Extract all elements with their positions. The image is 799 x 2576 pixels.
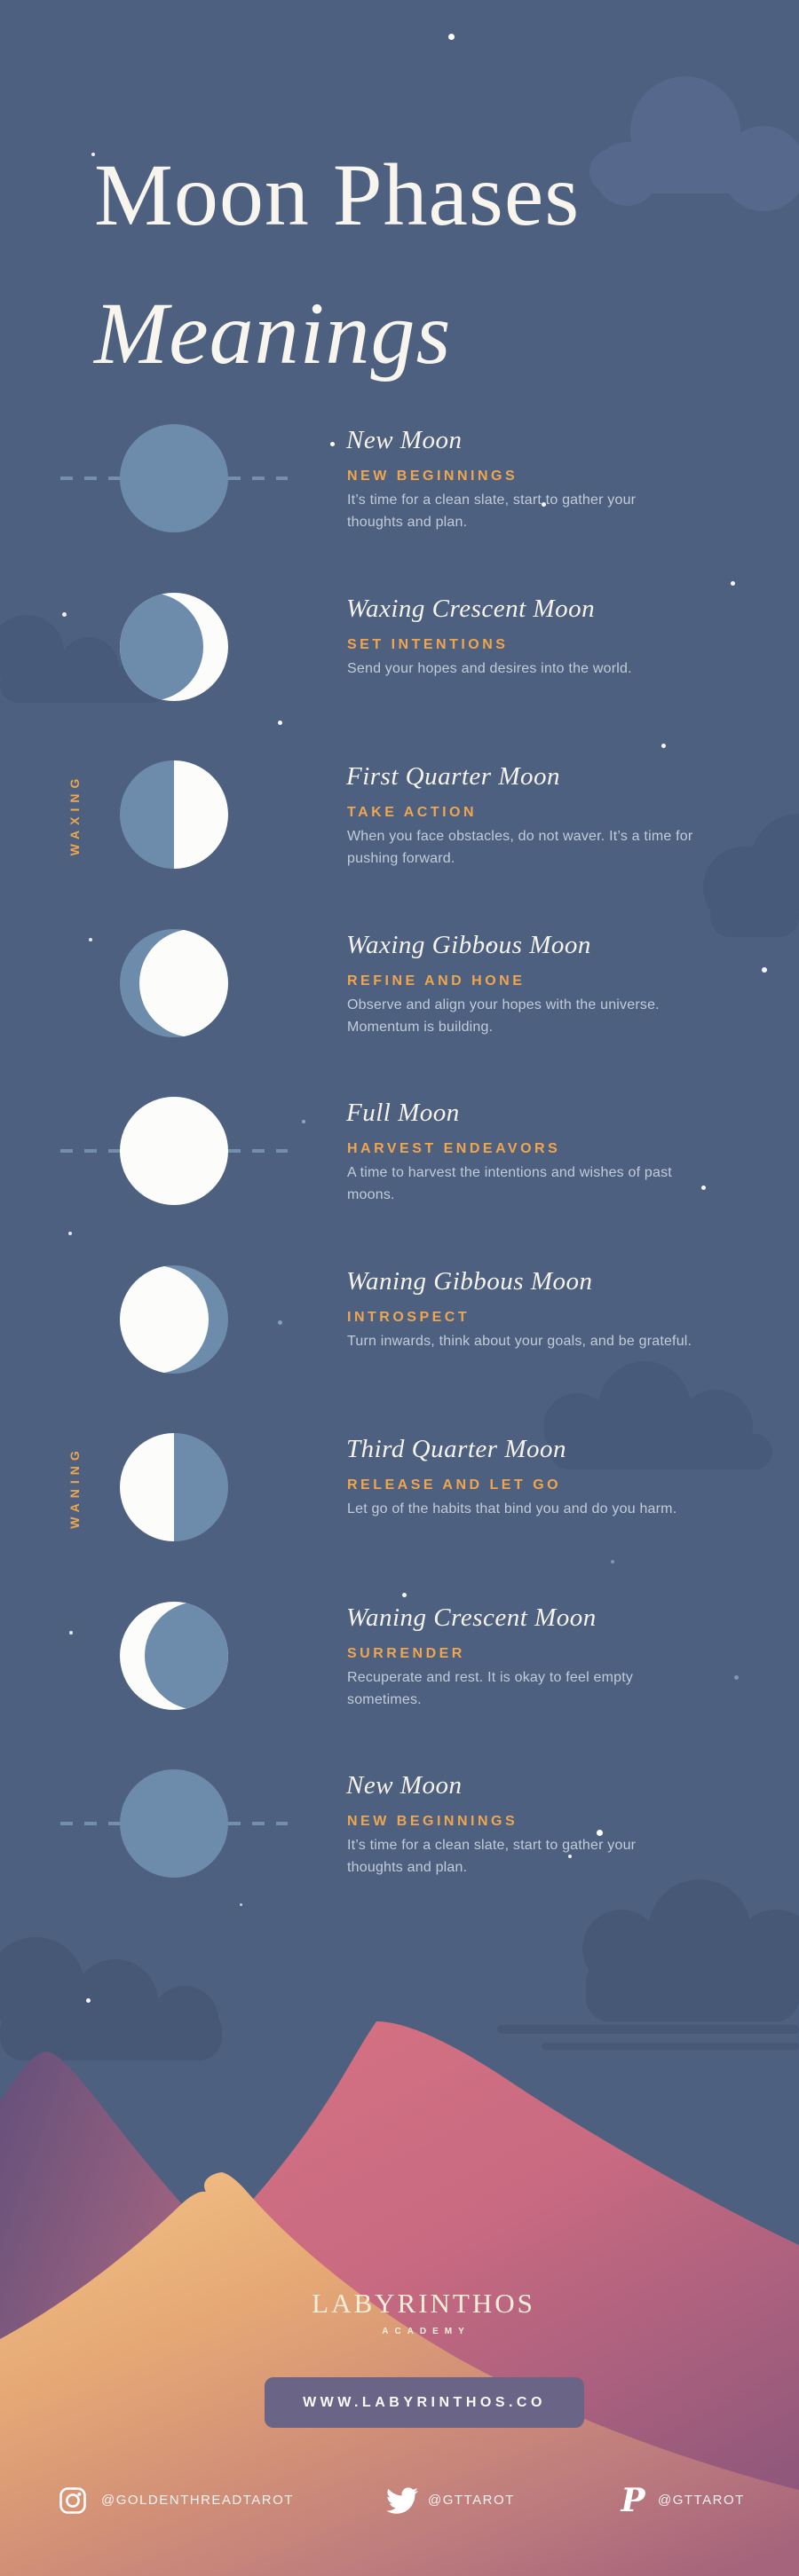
phase-keyword: TAKE ACTION: [347, 805, 478, 820]
moon-icon-full: [120, 1097, 228, 1205]
moon-icon-new: [120, 424, 228, 532]
website-button: WWW.LABYRINTHOS.CO: [265, 2377, 584, 2428]
cloud: [589, 149, 799, 193]
phase-description: A time to harvest the intentions and wishes of past moons.: [347, 1165, 672, 1202]
waning-section-label: WANING: [67, 1446, 82, 1529]
phase-name: Waning Gibbous Moon: [346, 1267, 593, 1296]
phase-name: Full Moon: [346, 1099, 460, 1127]
phase-name: New Moon: [346, 426, 463, 454]
phase-name: Waxing Crescent Moon: [346, 595, 596, 623]
phase-name: Waning Crescent Moon: [346, 1603, 597, 1632]
phase-description: It’s time for a clean slate, start to gather your thoughts and plan.: [347, 492, 637, 530]
moon-icon-waning-gibbous: [120, 1265, 228, 1374]
phase-name: New Moon: [346, 1771, 463, 1800]
page-title-line1: Moon Phases: [94, 146, 581, 244]
phase-name: Waxing Gibbous Moon: [346, 931, 591, 959]
phase-entry-6: [0, 1235, 799, 1404]
phase-keyword: REFINE AND HONE: [347, 973, 526, 989]
moon-icon-first-quarter: [120, 760, 228, 869]
brand-logo-text: LABYRINTHOS: [312, 2288, 535, 2319]
phase-description: When you face obstacles, do not waver. It’s a time for pushing forward.: [347, 829, 693, 866]
phase-keyword: RELEASE AND LET GO: [347, 1477, 562, 1493]
twitter-icon: [386, 2485, 418, 2517]
phase-keyword: SURRENDER: [347, 1646, 465, 1661]
phase-entry-4: [0, 899, 799, 1067]
social-handle: @GTTAROT: [428, 2493, 515, 2508]
phase-entry-8: [0, 1572, 799, 1740]
phase-entry-5: [0, 1067, 799, 1235]
phase-description: Send your hopes and desires into the world.: [347, 661, 632, 676]
pinterest-p-glyph: P: [621, 2482, 645, 2519]
instagram-icon: [57, 2485, 89, 2517]
phase-keyword: NEW BEGINNINGS: [347, 1814, 518, 1829]
moon-icon-third-quarter: [120, 1433, 228, 1541]
moon-icon-waning-crescent: [120, 1602, 228, 1710]
social-handle: @GTTAROT: [658, 2493, 745, 2508]
phase-keyword: SET INTENTIONS: [347, 637, 509, 652]
phase-keyword: INTROSPECT: [347, 1310, 471, 1325]
phase-description: Let go of the habits that bind you and do you harm.: [347, 1501, 677, 1516]
waxing-section-label: WAXING: [67, 773, 82, 856]
phase-description: Recuperate and rest. It is okay to feel empty sometimes.: [347, 1670, 634, 1707]
phase-name: Third Quarter Moon: [346, 1435, 566, 1463]
phase-name: First Quarter Moon: [346, 762, 560, 791]
page-title-line2: Meanings: [94, 284, 452, 382]
moon-shading: [120, 1265, 209, 1374]
phase-entry-2: [0, 563, 799, 731]
phase-entry-7: [0, 1403, 799, 1572]
phase-entry-9: [0, 1739, 799, 1908]
moon-shading: [120, 593, 203, 701]
phase-description: Observe and align your hopes with the universe. Momentum is building.: [347, 997, 660, 1035]
brand-subtitle: ACADEMY: [382, 2327, 471, 2336]
desert-dunes-illustration: [0, 1952, 799, 2576]
star-dot: [448, 34, 455, 40]
moon-icon-waxing-gibbous: [120, 929, 228, 1037]
moon-shading: [139, 929, 228, 1037]
moon-shading: [145, 1602, 228, 1710]
phase-entry-3: [0, 730, 799, 899]
phase-description: Turn inwards, think about your goals, and be grateful.: [347, 1334, 692, 1349]
moon-icon-waxing-crescent: [120, 593, 228, 701]
phase-keyword: HARVEST ENDEAVORS: [347, 1141, 561, 1156]
moon-icon-new: [120, 1769, 228, 1878]
social-handle: @GOLDENTHREADTAROT: [101, 2493, 294, 2508]
pinterest-icon: [617, 2482, 649, 2519]
phase-keyword: NEW BEGINNINGS: [347, 469, 518, 484]
phase-description: It’s time for a clean slate, start to gather your thoughts and plan.: [347, 1838, 637, 1875]
phase-entry-1: [0, 394, 799, 563]
